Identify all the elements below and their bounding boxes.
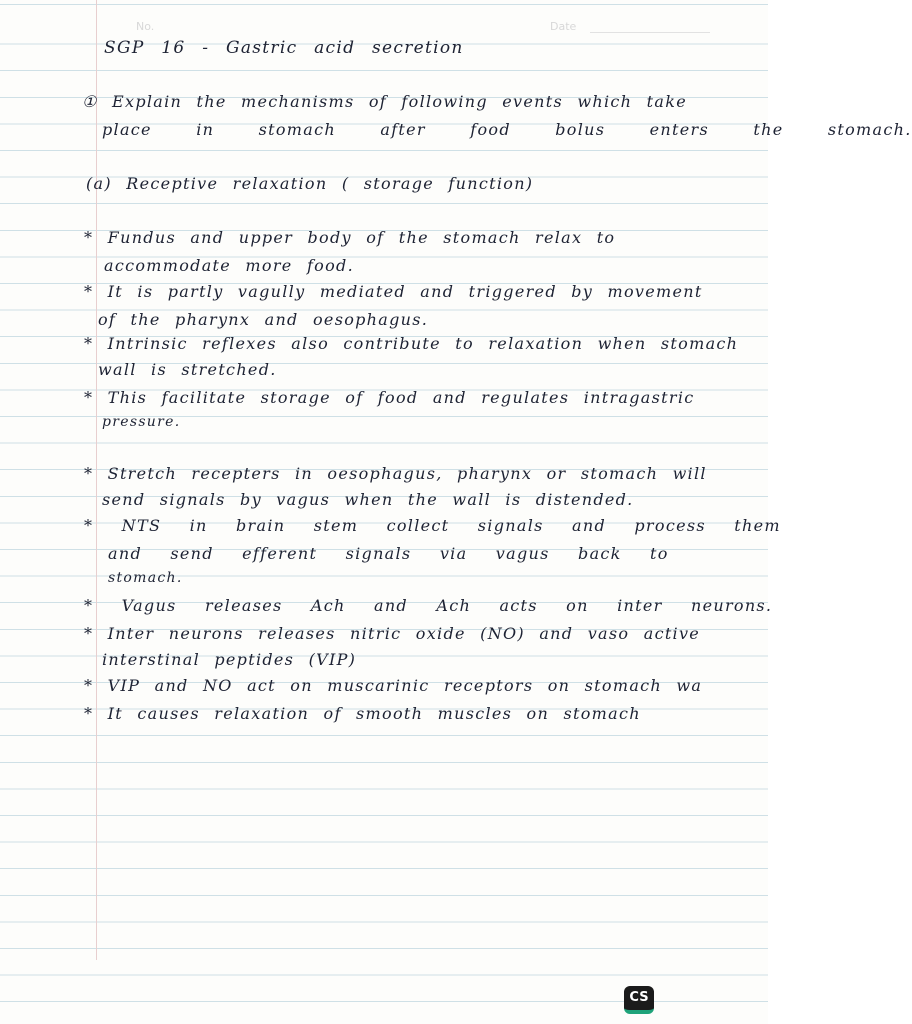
note-line: * Fundus and upper body of the stomach relax to bbox=[84, 228, 616, 247]
header-date-label: Date bbox=[550, 20, 577, 33]
note-line: * VIP and NO act on muscarinic receptors on stomach wa bbox=[84, 676, 703, 695]
header-no-label: No. bbox=[136, 20, 155, 33]
question-line-2: place in stomach after food bolus enters the stomach. bbox=[102, 120, 912, 139]
note-line: * NTS in brain stem collect signals and process them bbox=[84, 516, 781, 535]
note-line: * It is partly vagully mediated and triggered by movement bbox=[84, 282, 703, 301]
note-line: * It causes relaxation of smooth muscles on stomach bbox=[84, 704, 641, 723]
note-line: send signals by vagus when the wall is distended. bbox=[102, 490, 634, 509]
note-line: pressure. bbox=[102, 414, 181, 430]
section-heading: (a) Receptive relaxation ( storage function) bbox=[86, 174, 534, 193]
note-line: * Vagus releases Ach and Ach acts on inter neurons. bbox=[84, 596, 773, 615]
camscanner-logo: CS bbox=[624, 986, 654, 1014]
note-line: wall is stretched. bbox=[98, 360, 277, 379]
header-date-line bbox=[590, 32, 710, 33]
note-line: * Intrinsic reflexes also contribute to relaxation when stomach bbox=[84, 334, 739, 353]
note-line: and send efferent signals via vagus back to bbox=[108, 544, 669, 563]
note-line: accommodate more food. bbox=[104, 256, 354, 275]
note-line: stomach. bbox=[108, 570, 183, 586]
page-title: SGP 16 - Gastric acid secretion bbox=[104, 38, 464, 58]
note-line: * Inter neurons releases nitric oxide (NO) and vaso active bbox=[84, 624, 701, 643]
note-line: * Stretch recepters in oesophagus, pharynx or stomach will bbox=[84, 464, 707, 483]
note-line: of the pharynx and oesophagus. bbox=[98, 310, 429, 329]
question-line-1: ① Explain the mechanisms of following events which take bbox=[82, 92, 687, 111]
note-line: * This facilitate storage of food and regulates intragastric bbox=[84, 388, 695, 407]
note-line: interstinal peptides (VIP) bbox=[102, 650, 357, 669]
